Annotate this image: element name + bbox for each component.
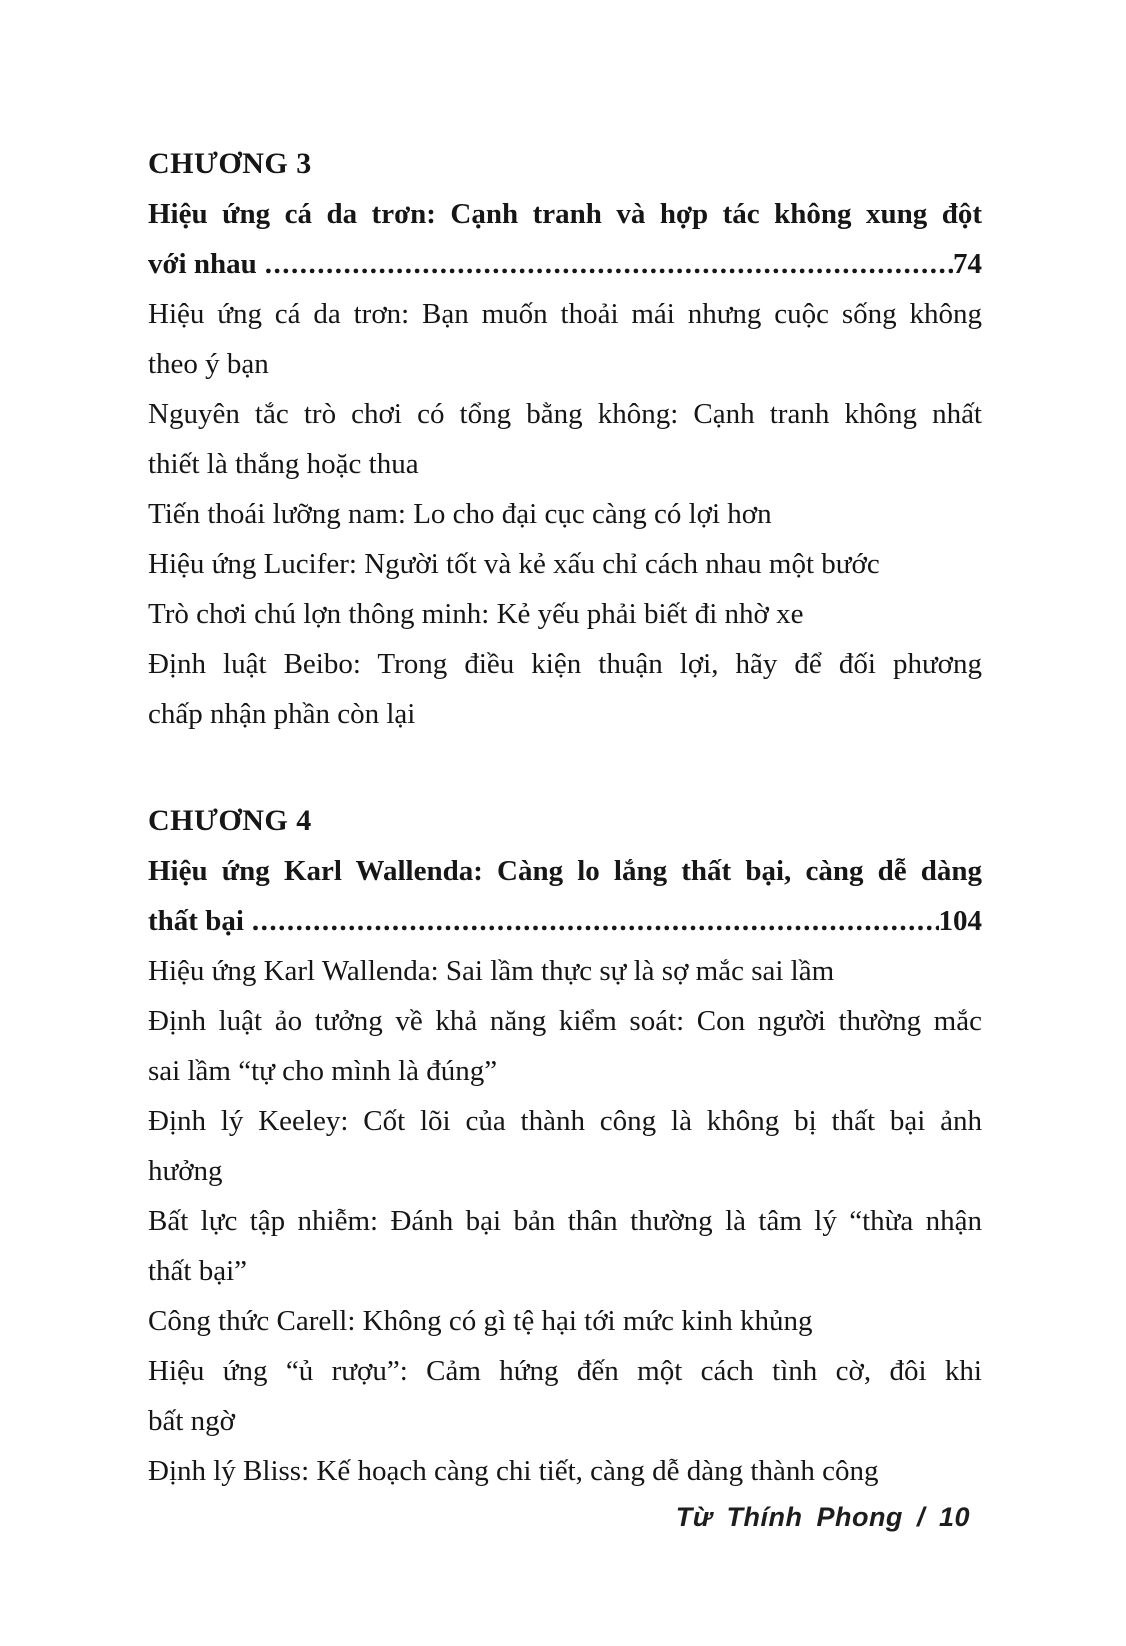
- toc-entry-line: Trò chơi chú lợn thông minh: Kẻ yếu phải biết đi nhờ xe: [148, 598, 804, 630]
- toc-entry-line: Hiệu ứng Karl Wallenda: Sai lầm thực sự là sợ mắc sai lầm: [148, 955, 835, 987]
- toc-entry-line: Định lý Keeley: Cốt lõi của thành công là không bị thất bại ảnh: [148, 1105, 982, 1137]
- chapter-title-line: Hiệu ứng cá da trơn: Cạnh tranh và hợp tác không xung đột: [148, 198, 982, 230]
- table-of-contents: [148, 139, 982, 1496]
- chapter-heading: CHƯƠNG 4: [148, 804, 312, 837]
- toc-entry-line: Hiệu ứng Lucifer: Người tốt và kẻ xấu chỉ cách nhau một bước: [148, 548, 880, 580]
- toc-entry-line: Tiến thoái lưỡng nam: Lo cho đại cục càng có lợi hơn: [148, 498, 772, 530]
- chapter-block: [148, 139, 982, 739]
- toc-entry-line: Định luật Beibo: Trong điều kiện thuận lợi, hãy để đối phương: [148, 648, 982, 680]
- chapter-page-number: 74: [953, 248, 982, 280]
- footer-page-number: 10: [938, 1502, 970, 1532]
- chapter-title-line: Hiệu ứng Karl Wallenda: Càng lo lắng thất bại, càng dễ dàng: [148, 855, 982, 887]
- chapter-block: [148, 796, 982, 1496]
- toc-entry-line: Hiệu ứng cá da trơn: Bạn muốn thoải mái nhưng cuộc sống không: [148, 298, 982, 330]
- chapter-heading: CHƯƠNG 3: [148, 147, 312, 180]
- toc-entry-line: chấp nhận phần còn lại: [148, 698, 416, 730]
- toc-entry-line: Công thức Carell: Không có gì tệ hại tới mức kinh khủng: [148, 1305, 813, 1337]
- toc-entry-line: sai lầm “tự cho mình là đúng”: [148, 1055, 498, 1087]
- toc-entry-line: Hiệu ứng “ủ rượu”: Cảm hứng đến một cách tình cờ, đôi khi: [148, 1355, 982, 1387]
- page-footer: [676, 1502, 970, 1533]
- toc-entry-line: hưởng: [148, 1155, 223, 1187]
- toc-entry-line: Định lý Bliss: Kế hoạch càng chi tiết, càng dễ dàng thành công: [148, 1455, 879, 1487]
- dot-leader: [252, 896, 939, 946]
- chapter-title-line: [148, 239, 982, 289]
- dot-leader: [265, 239, 953, 289]
- toc-entry-line: Nguyên tắc trò chơi có tổng bằng không: Cạnh tranh không nhất: [148, 398, 982, 430]
- toc-entry-line: thiết là thắng hoặc thua: [148, 448, 419, 480]
- toc-entry-line: thất bại”: [148, 1255, 248, 1287]
- chapter-title-line: [148, 896, 982, 946]
- toc-entry-line: Định luật ảo tưởng về khả năng kiểm soát: Con người thường mắc: [148, 1005, 982, 1037]
- toc-entry-line: Bất lực tập nhiễm: Đánh bại bản thân thường là tâm lý “thừa nhận: [148, 1205, 982, 1237]
- toc-entry-line: bất ngờ: [148, 1405, 236, 1437]
- footer-separator: /: [916, 1502, 925, 1532]
- footer-author: Từ Thính Phong: [675, 1502, 903, 1532]
- chapter-page-number: 104: [938, 905, 982, 937]
- toc-entry-text: thất bại: [148, 905, 244, 937]
- toc-entry-text: với nhau: [148, 248, 257, 280]
- toc-entry-line: theo ý bạn: [148, 348, 269, 380]
